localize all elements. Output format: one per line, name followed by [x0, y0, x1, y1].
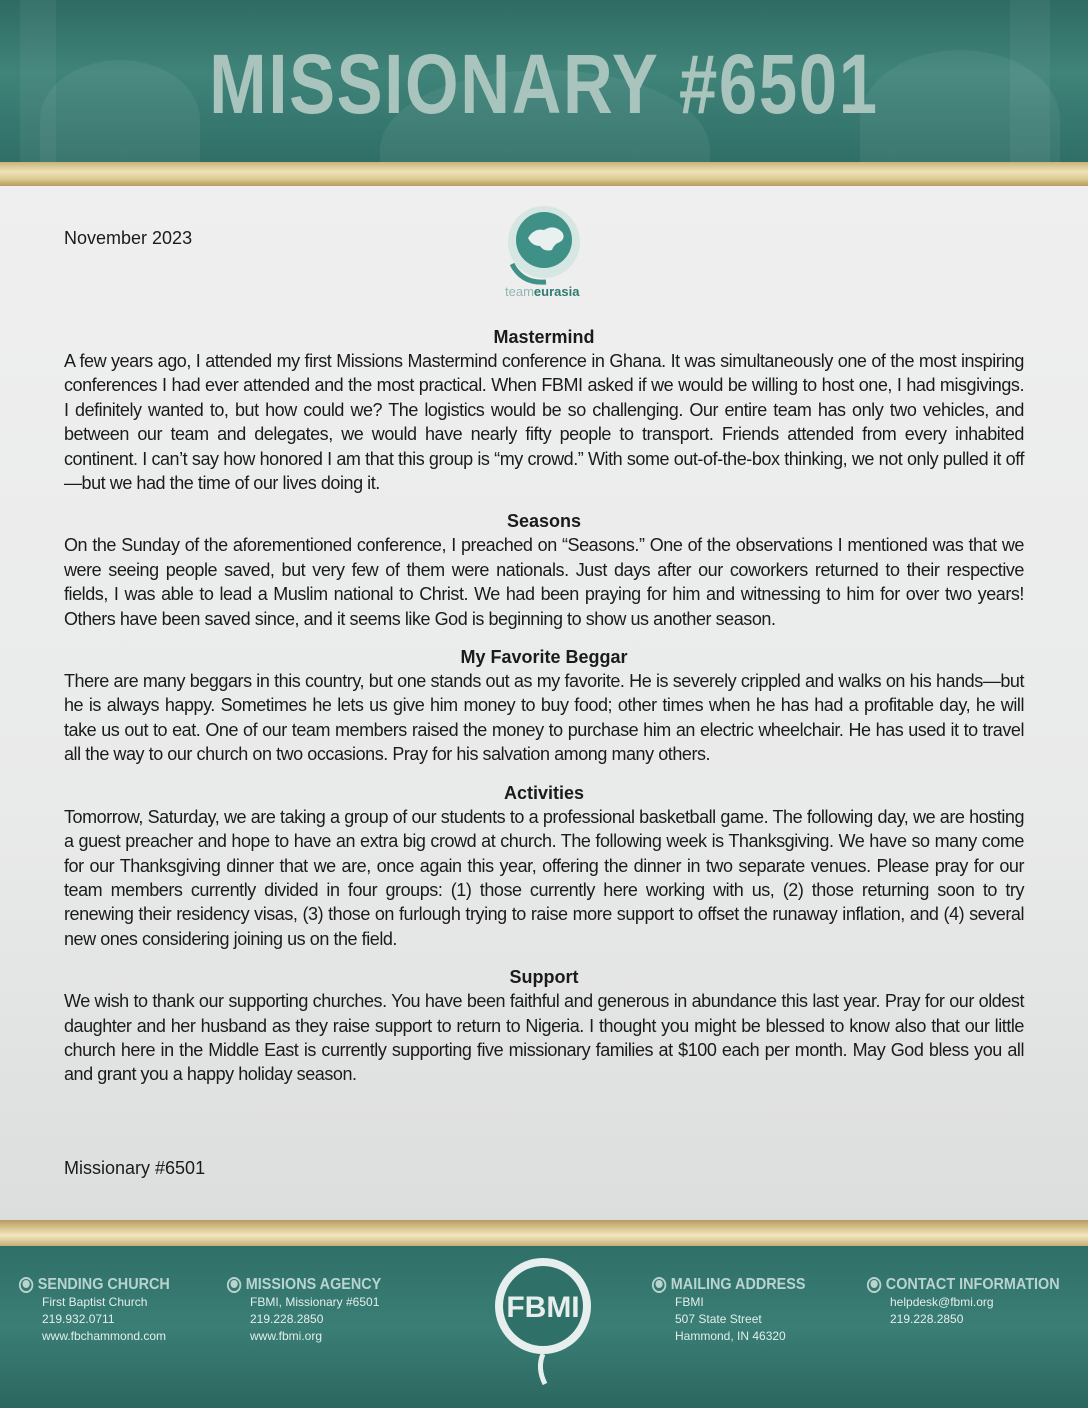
footer-sending-line: First Baptist Church [42, 1295, 148, 1309]
footer-agency-line[interactable]: www.fbmi.org [250, 1329, 323, 1343]
logo-team-text: team [505, 284, 534, 299]
footer-agency-line[interactable]: 219.228.2850 [250, 1312, 324, 1326]
section-title-favorite-beggar: My Favorite Beggar [460, 647, 628, 668]
globe-swirl-icon [226, 1276, 242, 1294]
footer-mailing-title: MAILING ADDRESS [670, 1276, 806, 1293]
footer-mailing-line: 507 State Street [675, 1312, 762, 1326]
logo-region-text: eurasia [533, 284, 580, 299]
footer-contact-title: CONTACT INFORMATION [885, 1276, 1060, 1293]
letter-date: November 2023 [64, 228, 193, 248]
letter-body [64, 325, 1024, 1101]
section-body-seasons: On the Sunday of the aforementioned conference, I preached on “Seasons.” One of the observations I mentioned was that we were seeing people saved, but very few of them were nationals. Just days after our coworkers returned to their respective fields, I was able to lead a Muslim national to Christ. We had been praying for him and witnessing to him for over two years! Others have been saved since, and it seems like God is beginning to show us another season. [64, 535, 1024, 629]
header-banner [0, 0, 1088, 162]
section-body-mastermind: A few years ago, I attended my first Missions Mastermind conference in Ghana. It was simultaneously one of the most inspiring conferences I had ever attended and the most practical. When FBMI asked if we would be willing to host one, I had misgivings. I definitely wanted to, but how could we? The logistics would be so challenging. Our entire team has only two vehicles, and between our team and delegates, we would have nearly fifty people to transport. Friends attended from every inhabited continent. I can’t say how honored I am that this group is “my crowd.” With some out-of-the-box thinking, we not only pulled it off—but we had the time of our lives doing it. [64, 351, 1024, 494]
footer-sending-title: SENDING CHURCH [37, 1276, 170, 1293]
footer-sending-church [18, 1276, 187, 1345]
section-title-activities: Activities [503, 782, 585, 803]
footer-mailing-address [651, 1276, 823, 1345]
section-body-favorite-beggar: There are many beggars in this country, but one stands out as my favorite. He is severely crippled and walks on his hands—but he is always happy. Sometimes he lets us give him money to buy food; other times when he has had a profitable day, he will take us out to eat. One of our team members raised the money to purchase him an electric wheelchair. He has used it to travel all the way to our church on two occasions. Pray for his salvation among many others. [64, 671, 1024, 765]
header-gold-band [0, 162, 1088, 186]
footer-contact-title-row [866, 1276, 1060, 1294]
footer-agency-title: MISSIONS AGENCY [245, 1276, 382, 1293]
footer-agency-line: FBMI, Missionary #6501 [250, 1295, 380, 1309]
footer-gold-band [0, 1220, 1088, 1246]
footer-contact-line[interactable]: helpdesk@fbmi.org [890, 1295, 994, 1309]
footer-mailing-line: Hammond, IN 46320 [675, 1329, 786, 1343]
footer-mailing-title-row [651, 1276, 805, 1294]
section-title-support: Support [509, 967, 579, 988]
footer-sending-line[interactable]: www.fbchammond.com [42, 1329, 167, 1343]
fbmi-logo-text: FBMI [506, 1291, 580, 1324]
section-body-activities: Tomorrow, Saturday, we are taking a group of our students to a professional basketball game. The following day, we are hosting a guest preacher and hope to have an extra big crowd at church. The following week is Thanksgiving. We have so many come for our Thanksgiving dinner that we are, once again this year, offering the dinner in two separate venues. Please pray for our team members currently divided in four groups: (1) those currently here working with us, (2) those returning soon to try renewing their residency visas, (3) those on furlough trying to raise more support to offset the runaway inflation, and (4) several new ones considering joining us on the field. [64, 806, 1024, 949]
globe-swirl-icon [866, 1276, 882, 1294]
footer-missions-agency [226, 1276, 399, 1345]
fbmi-logo [493, 1250, 593, 1390]
section-title-seasons: Seasons [506, 511, 582, 532]
globe-swirl-icon [18, 1276, 34, 1294]
footer-mailing-line: FBMI [675, 1295, 704, 1309]
page-title: MISSIONARY #6501 [209, 37, 879, 131]
section-body-support: We wish to thank our supporting churches. You have been faithful and generous in abundance this last year. Pray for our oldest daughter and her husband as they raise support to return to Nigeria. I thought you might be blessed to know also that our little church here in the Middle East is currently supporting five missionary families at $100 each per month. May God bless you all and grant you a happy holiday season. [64, 991, 1024, 1085]
team-eurasia-caption [505, 284, 595, 299]
footer-sending-title-row [18, 1276, 170, 1294]
signoff: Missionary #6501 [64, 1158, 206, 1178]
section-title-mastermind: Mastermind [493, 327, 595, 347]
minaret-decoration [20, 0, 56, 162]
footer-sending-line[interactable]: 219.932.0711 [42, 1312, 115, 1326]
footer-contact-line[interactable]: 219.228.2850 [890, 1312, 964, 1326]
globe-swirl-icon [651, 1276, 667, 1294]
footer-agency-title-row [226, 1276, 381, 1294]
footer-contact-information [866, 1276, 1081, 1328]
minaret-decoration [1010, 0, 1050, 162]
